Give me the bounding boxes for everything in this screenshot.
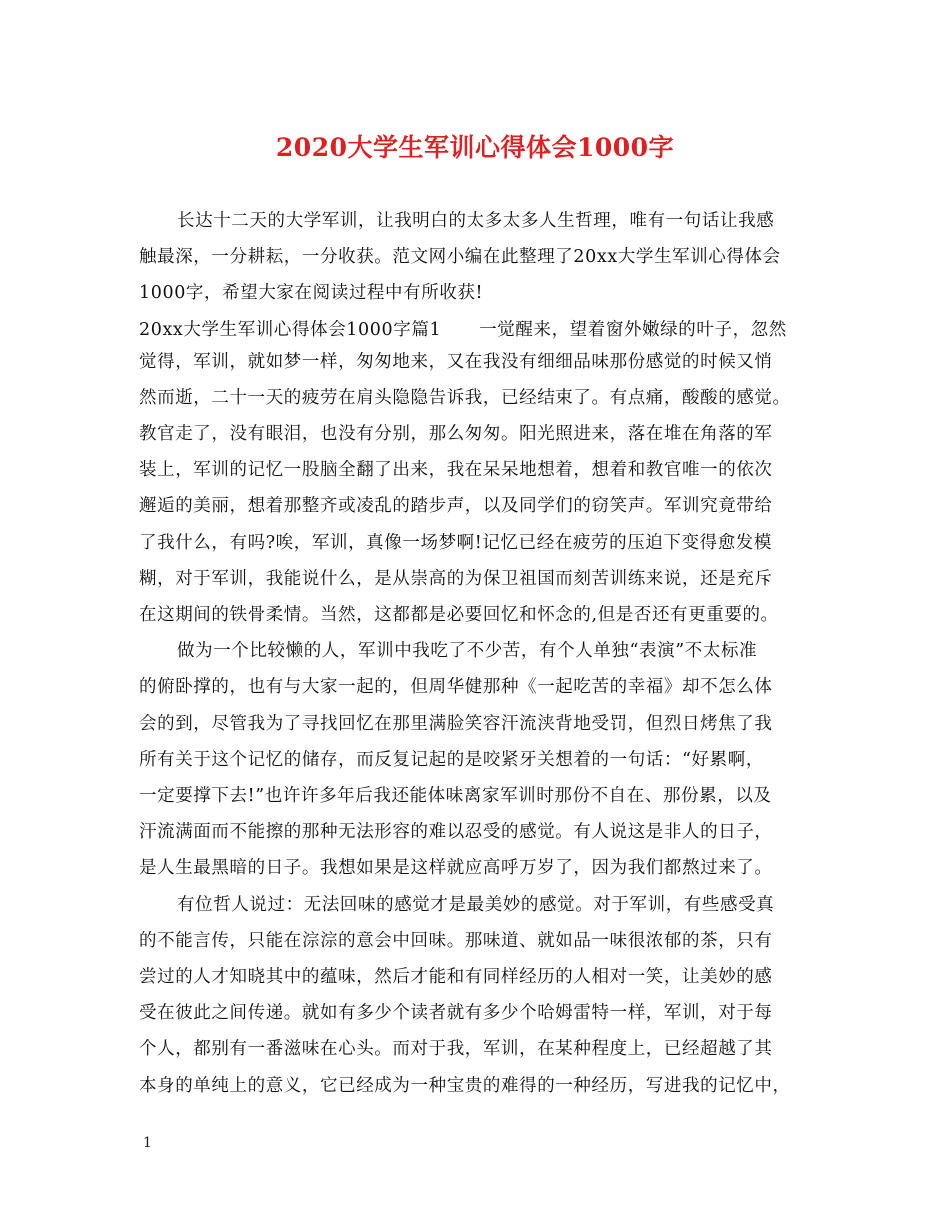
paragraph-line: 然而逝，二十一天的疲劳在肩头隐隐告诉我，已经结束了。有点痛，酸酸的感觉。 [139,387,791,408]
document-body [139,203,829,1104]
paragraph-line: 个人，都别有一番滋味在心头。而对于我，军训，在某种程度上，已经超越了其 [139,1039,773,1060]
paragraph-line: 本身的单纯上的意义，它已经成为一种宝贵的难得的一种经历，写进我的记忆中， [139,1075,791,1096]
paragraph-line: 所有关于这个记忆的储存，而反复记起的是咬紧牙关想着的一句话：“好累啊， [139,749,764,770]
page-number: 1 [143,1135,152,1151]
paragraph-line: 教官走了，没有眼泪，也没有分别，那么匆匆。阳光照进来，落在堆在角落的军 [139,424,773,445]
paragraph-line: 邂逅的美丽，想着那整齐或凌乱的踏步声，以及同学们的窃笑声。军训究竟带给 [139,496,773,517]
paragraph-line: 受在彼此之间传递。就如有多少个读者就有多少个哈姆雷特一样，军训，对于每 [139,1003,773,1024]
paragraph-line: 了我什么，有吗?唉，军训，真像一场梦啊!记忆已经在疲劳的压迫下变得愈发模 [139,532,773,553]
intro-line: 1000字，希望大家在阅读过程中有所收获! [139,283,484,304]
section-heading: 20xx大学生军训心得体会1000字篇1 [139,319,442,340]
paragraph-line: 一觉醒来，望着窗外嫩绿的叶子，忽然 [479,319,787,340]
paragraph-line: 的俯卧撑的，也有与大家一起的，但周华健那种《一起吃苦的幸福》却不怎么体 [139,677,773,698]
intro-line: 长达十二天的大学军训，让我明白的太多太多人生哲理，唯有一句话让我感 [177,211,775,231]
paragraph-line: 有位哲人说过：无法回味的感觉才是最美妙的感觉。对于军训，有些感受真 [177,894,775,915]
paragraph-line: 是人生最黑暗的日子。我想如果是这样就应高呼万岁了，因为我们都熬过来了。 [139,858,773,879]
paragraph-line: 装上，军训的记忆一股脑全翻了出来，我在呆呆地想着，想着和教官唯一的依次 [139,460,773,481]
intro-line: 触最深，一分耕耘，一分收获。范文网小编在此整理了20xx大学生军训心得体会 [139,247,781,268]
paragraph-line: 尝过的人才知晓其中的蕴味，然后才能和有同样经历的人相对一笑，让美妙的感 [139,967,773,988]
paragraph-line: 觉得，军训，就如梦一样，匆匆地来，又在我没有细细品味那份感觉的时候又悄 [139,351,773,372]
paragraph-line: 糊，对于军训，我能说什么，是从崇高的为保卫祖国而刻苦训练来说，还是充斥 [139,568,773,589]
paragraph-line: 会的到，尽管我为了寻找回忆在那里满脸笑容汗流浃背地受罚，但烈日烤焦了我 [139,713,773,734]
paragraph-line: 做为一个比较懒的人，军训中我吃了不少苦，有个人单独“表演”不太标准 [177,641,758,662]
paragraph-line: 汗流满面而不能擦的那种无法形容的难以忍受的感觉。有人说这是非人的日子， [139,822,773,843]
section-heading-line [139,316,829,344]
paragraph-line: 的不能言传，只能在淙淙的意会中回味。那味道、就如品一味很浓郁的茶，只有 [139,930,773,951]
paragraph-line: 一定要撑下去!”也许许多年后我还能体味离家军训时那份不自在、那份累，以及 [139,786,772,807]
paragraph-line: 在这期间的铁骨柔情。当然，这都都是必要回忆和怀念的,但是否还有更重要的。 [139,605,779,626]
document-title: 2020大学生军训心得体会1000字 [275,133,675,162]
